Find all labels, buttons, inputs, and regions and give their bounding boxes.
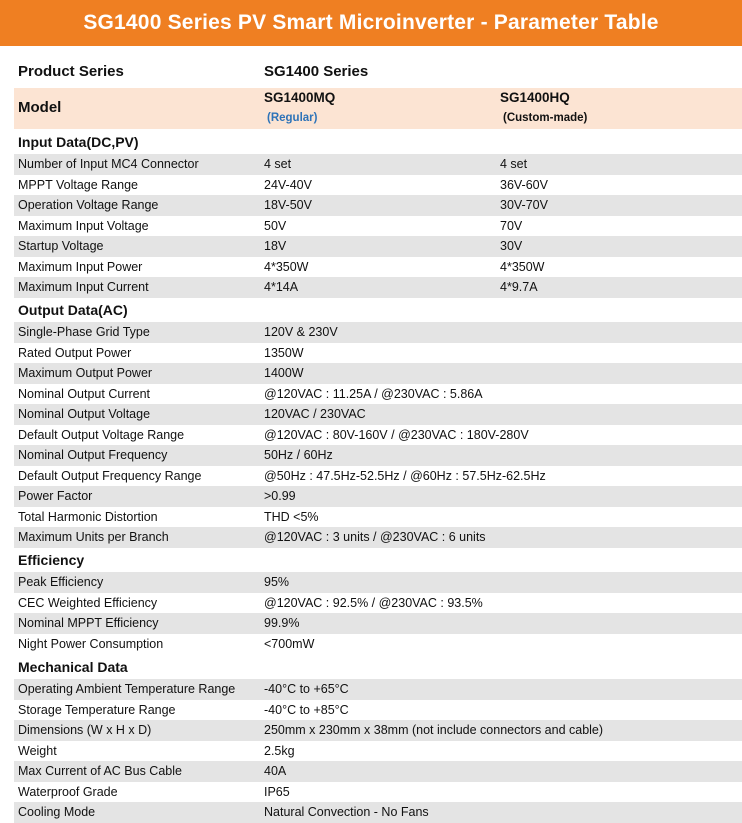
row-value-1: @120VAC : 92.5% / @230VAC : 93.5% [264, 595, 483, 610]
row-value-1: 2.5kg [264, 743, 295, 758]
row-label: Total Harmonic Distortion [18, 509, 158, 524]
row-label: Maximum Output Power [18, 366, 153, 380]
row-value-2: 4 set [500, 157, 528, 171]
table-row [14, 343, 742, 364]
row-label: Default Output Frequency Range [18, 468, 202, 483]
row-label: Rated Output Power [18, 345, 132, 360]
row-label: Startup Voltage [18, 239, 104, 253]
row-value-1: 95% [264, 575, 290, 589]
table-row [14, 257, 742, 278]
table-row [14, 593, 742, 614]
row-label: Storage Temperature Range [18, 702, 176, 717]
model-2-name: SG1400HQ [500, 90, 570, 105]
model-label: Model [18, 99, 62, 116]
section-header-output [14, 299, 742, 321]
row-label: Nominal Output Frequency [18, 448, 168, 462]
row-label: Default Output Voltage Range [18, 427, 185, 442]
table-row [14, 425, 742, 446]
row-label: Weight [18, 743, 57, 758]
row-label: Maximum Input Voltage [18, 218, 149, 233]
row-value-1: @120VAC : 11.25A / @230VAC : 5.86A [264, 386, 483, 401]
row-value-1: -40°C to +85°C [264, 702, 349, 717]
row-value-1: 24V-40V [264, 177, 312, 192]
product-series-label: Product Series [18, 63, 124, 80]
row-label: Maximum Input Current [18, 280, 149, 294]
row-value-2: 70V [500, 218, 523, 233]
table-row [14, 782, 742, 803]
table-row [14, 384, 742, 405]
row-label: Nominal Output Voltage [18, 407, 151, 421]
row-value-1: -40°C to +65°C [264, 682, 349, 696]
product-series-value: SG1400 Series [264, 63, 369, 80]
row-value-1: 18V-50V [264, 198, 312, 212]
table-row [14, 466, 742, 487]
row-value-1: 50Hz / 60Hz [264, 448, 333, 462]
row-label: Peak Efficiency [18, 575, 104, 589]
row-value-2: 4*9.7A [500, 280, 538, 294]
section-title: Efficiency [18, 552, 85, 568]
row-value-1: 250mm x 230mm x 38mm (not include connectors and cable) [264, 723, 604, 737]
row-value-1: @50Hz : 47.5Hz-52.5Hz / @60Hz : 57.5Hz-62.5Hz [264, 468, 546, 483]
table-row [14, 679, 742, 700]
table-row [14, 445, 742, 466]
page-title: SG1400 Series PV Smart Microinverter - Parameter Table [0, 0, 742, 46]
section-title: Output Data(AC) [18, 302, 128, 318]
row-label: Operating Ambient Temperature Range [18, 682, 236, 696]
table-row [14, 216, 742, 237]
table-row [14, 507, 742, 528]
row-label: MPPT Voltage Range [18, 177, 138, 192]
table-row [14, 195, 742, 216]
row-value-1: 18V [264, 239, 287, 253]
row-value-1: 120V & 230V [264, 325, 338, 339]
row-value-1: 99.9% [264, 616, 300, 630]
row-value-2: 30V-70V [500, 198, 548, 212]
model-2-note: (Custom-made) [503, 112, 588, 124]
row-label: Nominal MPPT Efficiency [18, 616, 159, 630]
row-label: Number of Input MC4 Connector [18, 157, 199, 171]
table-row [14, 175, 742, 196]
row-label: CEC Weighted Efficiency [18, 595, 158, 610]
row-value-1: THD <5% [264, 509, 319, 524]
row-value-1: <700mW [264, 636, 315, 651]
row-value-1: 4 set [264, 157, 292, 171]
section-header-mechanical [14, 656, 742, 678]
product-series-row [14, 61, 742, 83]
section-header-efficiency [14, 549, 742, 571]
table-row [14, 761, 742, 782]
row-label: Max Current of AC Bus Cable [18, 764, 182, 778]
row-label: Power Factor [18, 489, 93, 503]
row-label: Operation Voltage Range [18, 198, 159, 212]
row-label: Maximum Input Power [18, 259, 143, 274]
table-row [14, 527, 742, 548]
table-row [14, 486, 742, 507]
row-value-1: Natural Convection - No Fans [264, 805, 429, 819]
row-label: Night Power Consumption [18, 636, 164, 651]
row-value-2: 30V [500, 239, 523, 253]
table-row [14, 720, 742, 741]
row-value-1: IP65 [264, 784, 290, 799]
row-label: Cooling Mode [18, 805, 96, 819]
table-row [14, 363, 742, 384]
row-value-1: 1350W [264, 345, 304, 360]
section-title: Input Data(DC,PV) [18, 134, 139, 150]
row-value-1: >0.99 [264, 489, 296, 503]
model-row [14, 88, 742, 129]
row-value-1: @120VAC : 3 units / @230VAC : 6 units [264, 530, 486, 544]
row-label: Single-Phase Grid Type [18, 325, 150, 339]
table-row [14, 613, 742, 634]
section-title: Mechanical Data [18, 659, 128, 675]
row-value-1: @120VAC : 80V-160V / @230VAC : 180V-280V [264, 427, 529, 442]
table-row [14, 404, 742, 425]
table-row [14, 236, 742, 257]
row-label: Maximum Units per Branch [18, 530, 169, 544]
row-value-1: 120VAC / 230VAC [264, 407, 366, 421]
table-row [14, 322, 742, 343]
row-value-1: 4*350W [264, 259, 309, 274]
table-row [14, 154, 742, 175]
row-value-2: 4*350W [500, 259, 545, 274]
table-row [14, 277, 742, 298]
table-row [14, 741, 742, 762]
model-1-note: (Regular) [267, 112, 318, 124]
row-label: Dimensions (W x H x D) [18, 723, 152, 737]
row-label: Waterproof Grade [18, 784, 118, 799]
table-row [14, 634, 742, 655]
row-value-1: 50V [264, 218, 287, 233]
model-1-name: SG1400MQ [264, 90, 336, 105]
row-value-2: 36V-60V [500, 177, 548, 192]
table-row [14, 802, 742, 823]
table-row [14, 572, 742, 593]
row-label: Nominal Output Current [18, 386, 151, 401]
row-value-1: 40A [264, 764, 287, 778]
section-header-input [14, 131, 742, 153]
row-value-1: 1400W [264, 366, 304, 380]
table-row [14, 700, 742, 721]
row-value-1: 4*14A [264, 280, 299, 294]
